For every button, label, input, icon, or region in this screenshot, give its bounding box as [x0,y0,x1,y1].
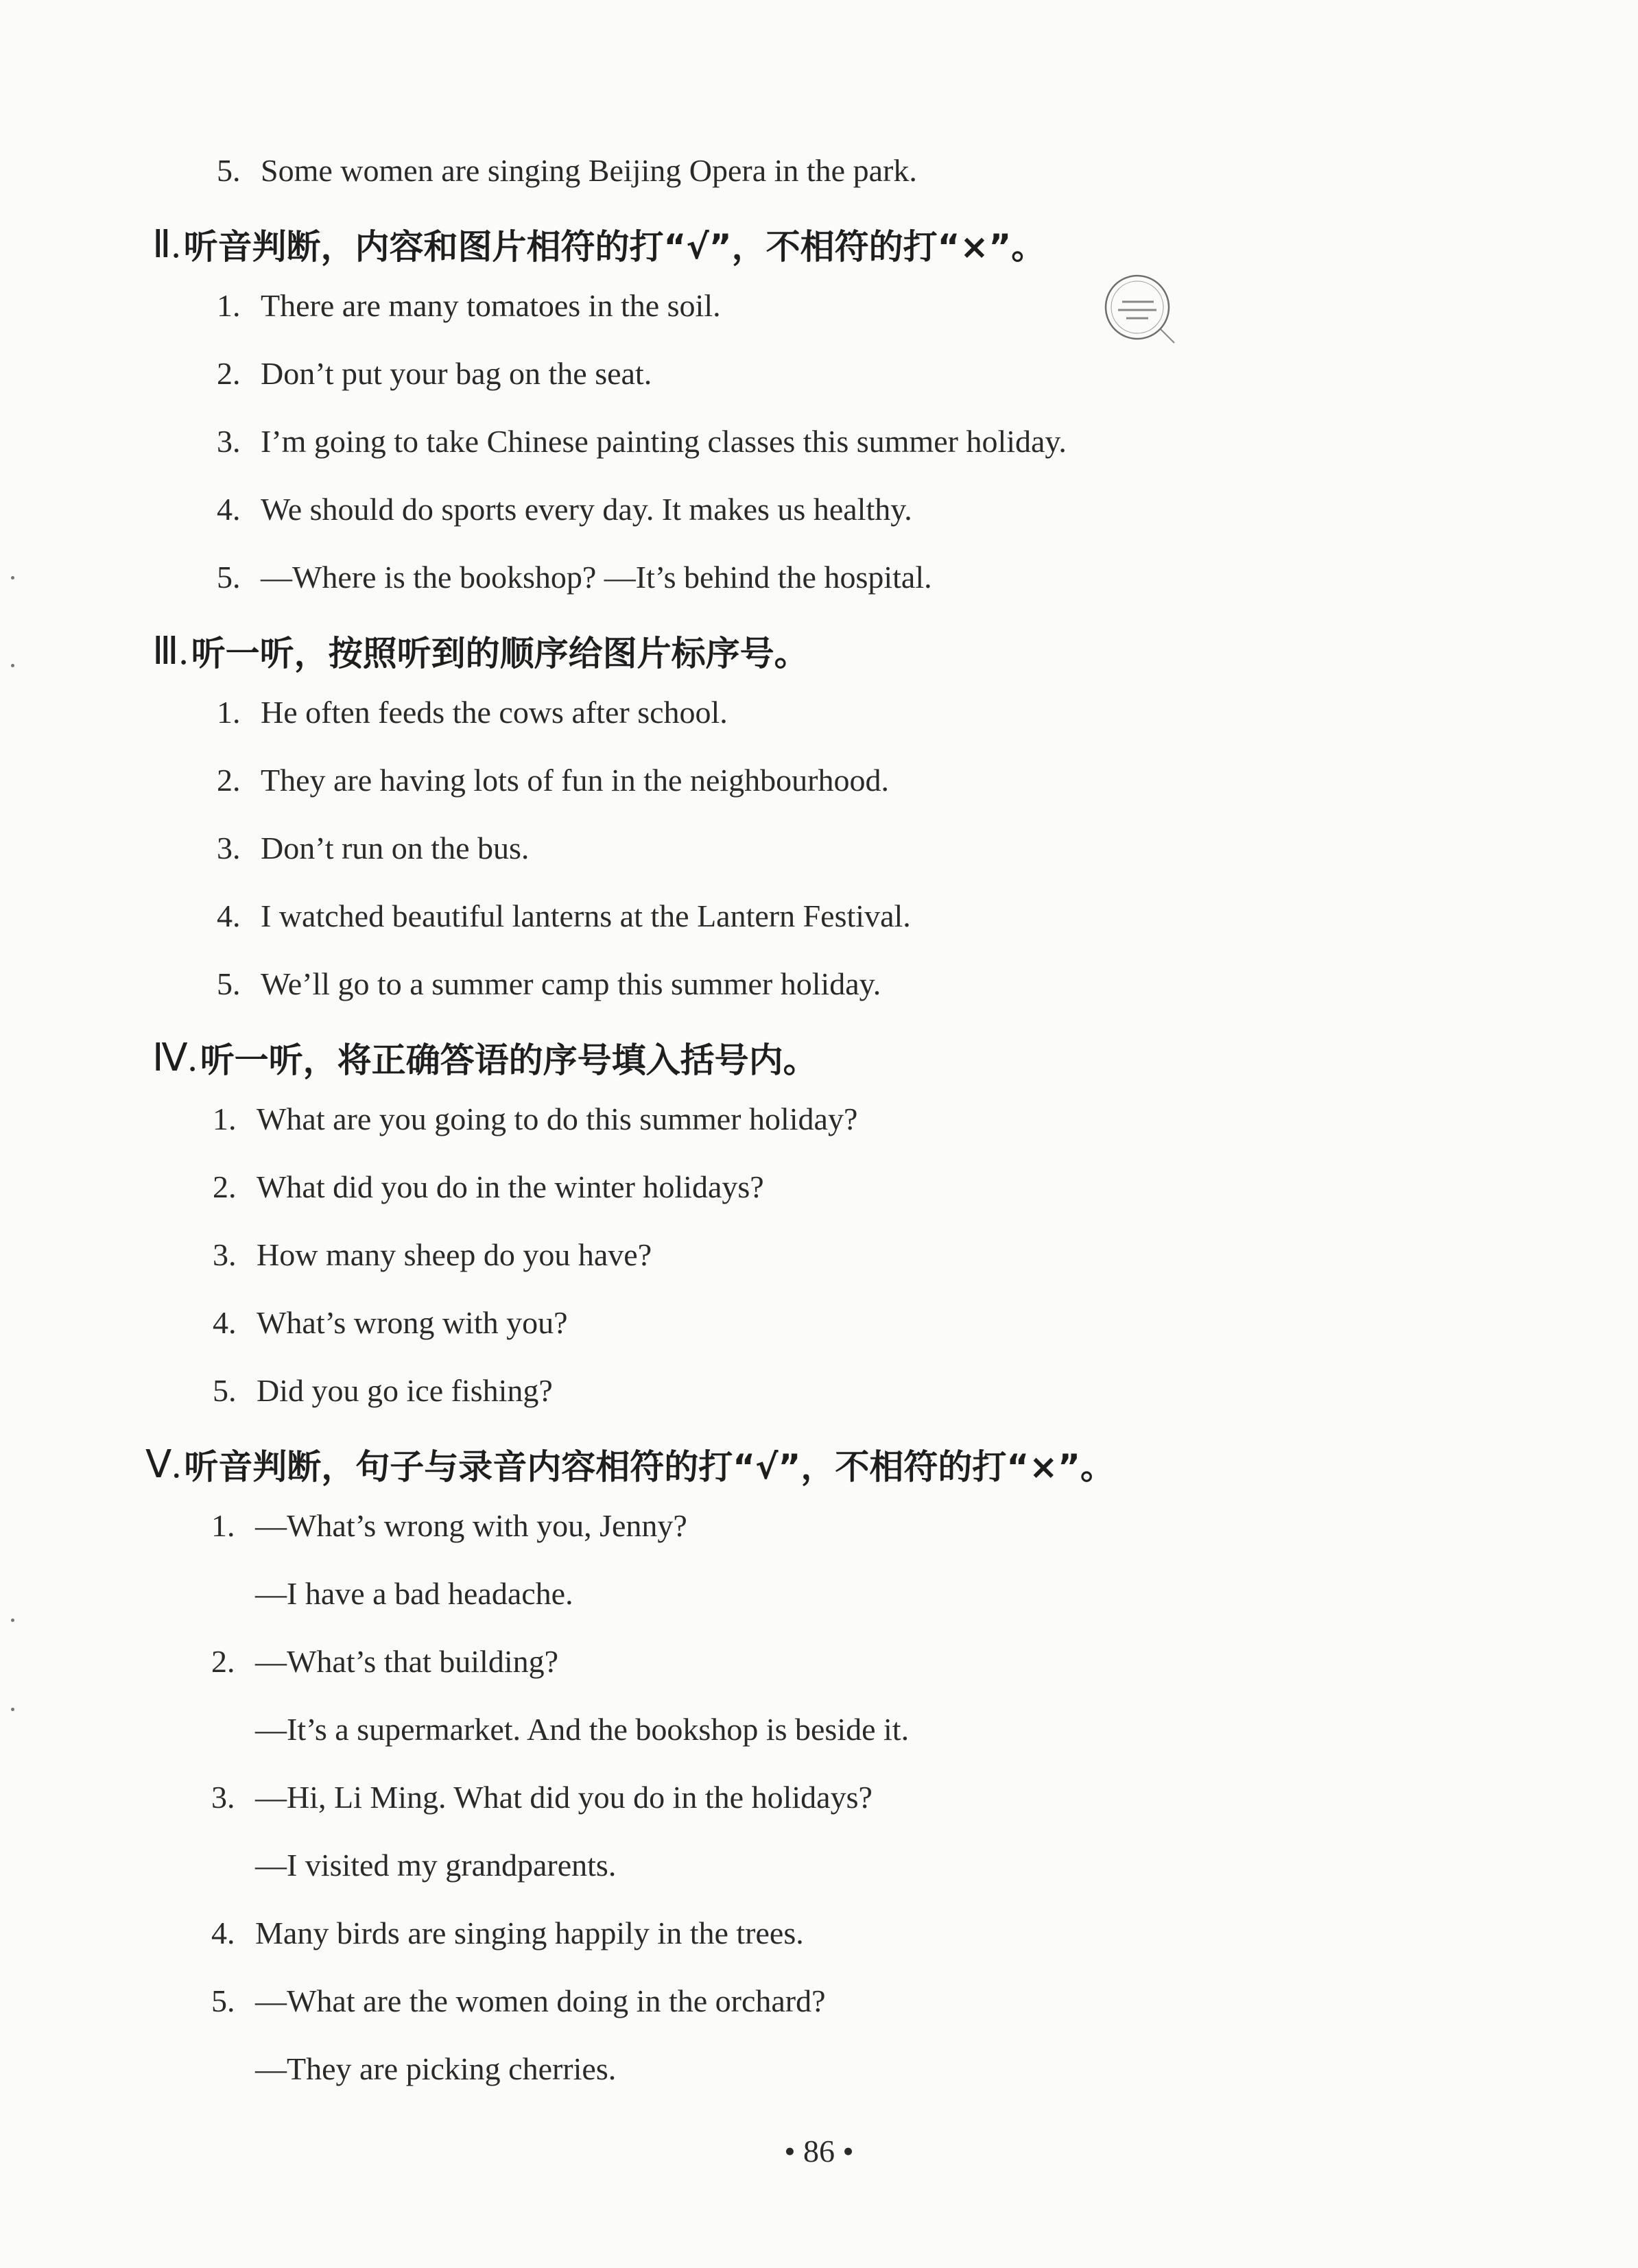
item-text: —Hi, Li Ming. What did you do in the holidays? [255,1780,873,1815]
list-item: 2. Don’t put your bag on the seat. [217,356,652,391]
list-item: 3. I’m going to take Chinese painting classes this summer holiday. [217,424,1067,459]
list-item: 5. Some women are singing Beijing Opera in the park. [217,153,917,188]
section-numeral: Ⅴ. [145,1443,182,1486]
item-text: Did you go ice fishing? [257,1373,553,1408]
item-text: Many birds are singing happily in the trees. [255,1915,804,1950]
item-text: —What’s wrong with you, Jenny? [255,1508,687,1543]
section-heading-4 [152,1030,818,1085]
item-text: What are you going to do this summer holiday? [257,1101,858,1136]
page-number: • 86 • [784,2134,854,2169]
list-item: 4. What’s wrong with you? [213,1305,568,1340]
list-item: 2. What did you do in the winter holidays? [213,1169,764,1204]
item-text: We’ll go to a summer camp this summer holiday. [261,966,881,1001]
list-item: 3. Don’t run on the bus. [217,831,530,866]
list-item: 2. —What’s that building? [211,1644,559,1679]
list-item: 4. We should do sports every day. It makes us healthy. [217,492,912,527]
section-numeral: Ⅲ. [152,630,189,673]
list-item: 5. Did you go ice fishing? [213,1373,553,1408]
list-item: 5. We’ll go to a summer camp this summer holiday. [217,966,881,1001]
list-item: 2. They are having lots of fun in the neighbourhood. [217,763,889,798]
item-text: We should do sports every day. It makes us healthy. [261,492,912,527]
list-item: 1. There are many tomatoes in the soil. [217,288,721,323]
item-text: What’s wrong with you? [257,1305,568,1340]
item-text: —It’s a supermarket. And the bookshop is beside it. [255,1712,910,1747]
section-numeral: Ⅱ. [152,223,181,266]
item-text: —I have a bad headache. [255,1576,573,1611]
item-text: What did you do in the winter holidays? [257,1169,764,1204]
item-text: Some women are singing Beijing Opera in the park. [261,153,917,188]
scan-speck [11,1619,14,1622]
item-text: I’m going to take Chinese painting classes this summer holiday. [261,424,1067,459]
list-item: 5. —Where is the bookshop? —It’s behind the hospital. [217,560,932,595]
item-text: They are having lots of fun in the neighbourhood. [261,763,889,798]
section-title: 听音判断，句子与录音内容相符的打“√”，不相符的打“×”。 [184,1447,1115,1487]
scan-speck [11,1708,14,1711]
scan-speck [11,576,14,580]
section-numeral: Ⅳ. [152,1036,198,1079]
section-title: 听一听，将正确答语的序号填入括号内。 [200,1040,818,1080]
item-text: —What are the women doing in the orchard? [255,1983,826,2018]
item-text: How many sheep do you have? [257,1237,652,1272]
list-item: 3. —Hi, Li Ming. What did you do in the holidays? [211,1780,873,1815]
stamp-icon [1097,266,1180,348]
section-title: 听一听，按照听到的顺序给图片标序号。 [191,634,809,673]
item-text: There are many tomatoes in the soil. [261,288,721,323]
list-item: 4. Many birds are singing happily in the trees. [211,1915,804,1950]
item-text: He often feeds the cows after school. [261,695,728,730]
list-item-reply [255,1570,573,1618]
list-item-reply [255,1706,909,1754]
list-item-reply [255,2045,616,2093]
list-item: 1. What are you going to do this summer holiday? [213,1101,858,1136]
item-text: —What’s that building? [255,1644,559,1679]
item-text: —Where is the bookshop? —It’s behind the hospital. [261,560,932,595]
section-heading-3 [152,623,809,678]
scan-speck [11,664,14,667]
list-item: 4. I watched beautiful lanterns at the Lantern Festival. [217,898,911,933]
list-item: 5. —What are the women doing in the orchard? [211,1983,826,2018]
item-text: —I visited my grandparents. [255,1848,617,1883]
list-item: 3. How many sheep do you have? [213,1237,652,1272]
item-text: Don’t run on the bus. [261,831,530,866]
section-heading-5 [145,1437,1115,1492]
item-text: Don’t put your bag on the seat. [261,356,652,391]
item-text: I watched beautiful lanterns at the Lantern Festival. [261,898,911,933]
list-item-reply [255,1841,616,1889]
section-title: 听音判断，内容和图片相符的打“√”，不相符的打“×”。 [183,227,1046,267]
section-heading-2 [152,217,1045,272]
list-item: 1. —What’s wrong with you, Jenny? [211,1508,687,1543]
list-item: 1. He often feeds the cows after school. [217,695,728,730]
item-text: —They are picking cherries. [255,2051,617,2086]
